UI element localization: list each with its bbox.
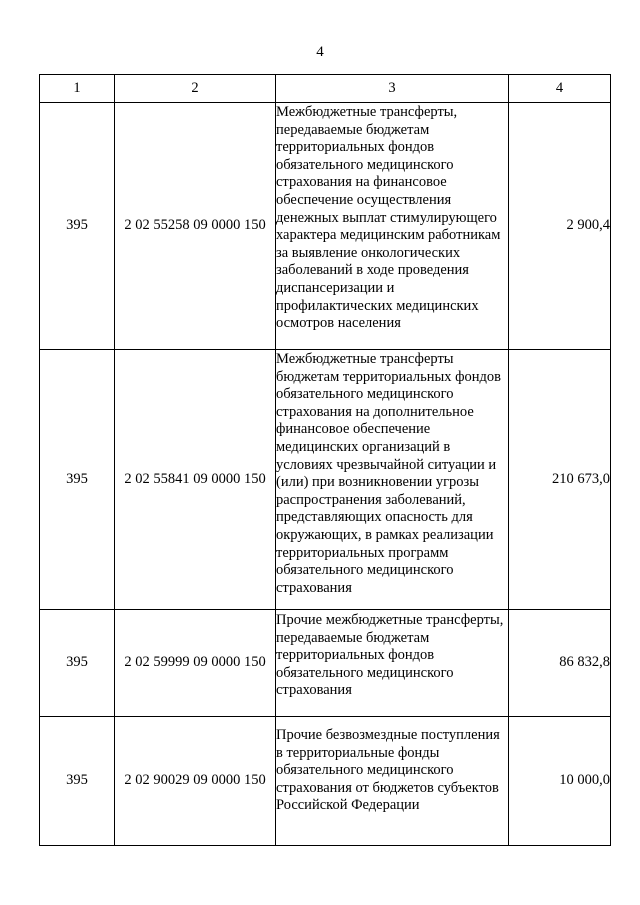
amount-cell: 86 832,8 <box>509 610 611 717</box>
budget-code-cell: 2 02 55258 09 0000 150 <box>115 103 276 350</box>
description-cell: Прочие безвозмездные поступления в территориальные фонды обязательного медицинского страхования от бюджетов субъектов Российской Федерации <box>276 717 509 846</box>
table-row <box>40 103 611 350</box>
admin-code-cell: 395 <box>40 350 115 610</box>
table-row <box>40 350 611 610</box>
amount-cell: 210 673,0 <box>509 350 611 610</box>
description-cell: Межбюджетные трансферты, передаваемые бюджетам территориальных фондов обязательного медицинского страхования на финансовое обеспечение осуществления денежных выплат стимулирующего характера медицинским работникам за выявление онкологических заболеваний в ходе проведения диспансеризации и профилактических медицинских осмотров населения <box>276 103 509 350</box>
description-cell: Прочие межбюджетные трансферты, передаваемые бюджетам территориальных фондов обязательного медицинского страхования <box>276 610 509 717</box>
budget-revenue-table <box>39 74 611 846</box>
budget-code-cell: 2 02 90029 09 0000 150 <box>115 717 276 846</box>
budget-code-cell: 2 02 55841 09 0000 150 <box>115 350 276 610</box>
table-row <box>40 717 611 846</box>
amount-cell: 2 900,4 <box>509 103 611 350</box>
column-header-2: 2 <box>115 75 276 103</box>
column-header-4: 4 <box>509 75 611 103</box>
admin-code-cell: 395 <box>40 103 115 350</box>
table-header-row <box>40 75 611 103</box>
page-number: 4 <box>316 44 324 60</box>
description-cell: Межбюджетные трансферты бюджетам территориальных фондов обязательного медицинского страхования на дополнительное финансовое обеспечение медицинских организаций в условиях чрезвычайной ситуации и (или) при возникновении угрозы распространения заболеваний, представляющих опасность для окружающих, в рамках реализации территориальных программ обязательного медицинского страхования <box>276 350 509 610</box>
budget-code-cell: 2 02 59999 09 0000 150 <box>115 610 276 717</box>
admin-code-cell: 395 <box>40 610 115 717</box>
column-header-3: 3 <box>276 75 509 103</box>
amount-cell: 10 000,0 <box>509 717 611 846</box>
column-header-1: 1 <box>40 75 115 103</box>
admin-code-cell: 395 <box>40 717 115 846</box>
table-row <box>40 610 611 717</box>
